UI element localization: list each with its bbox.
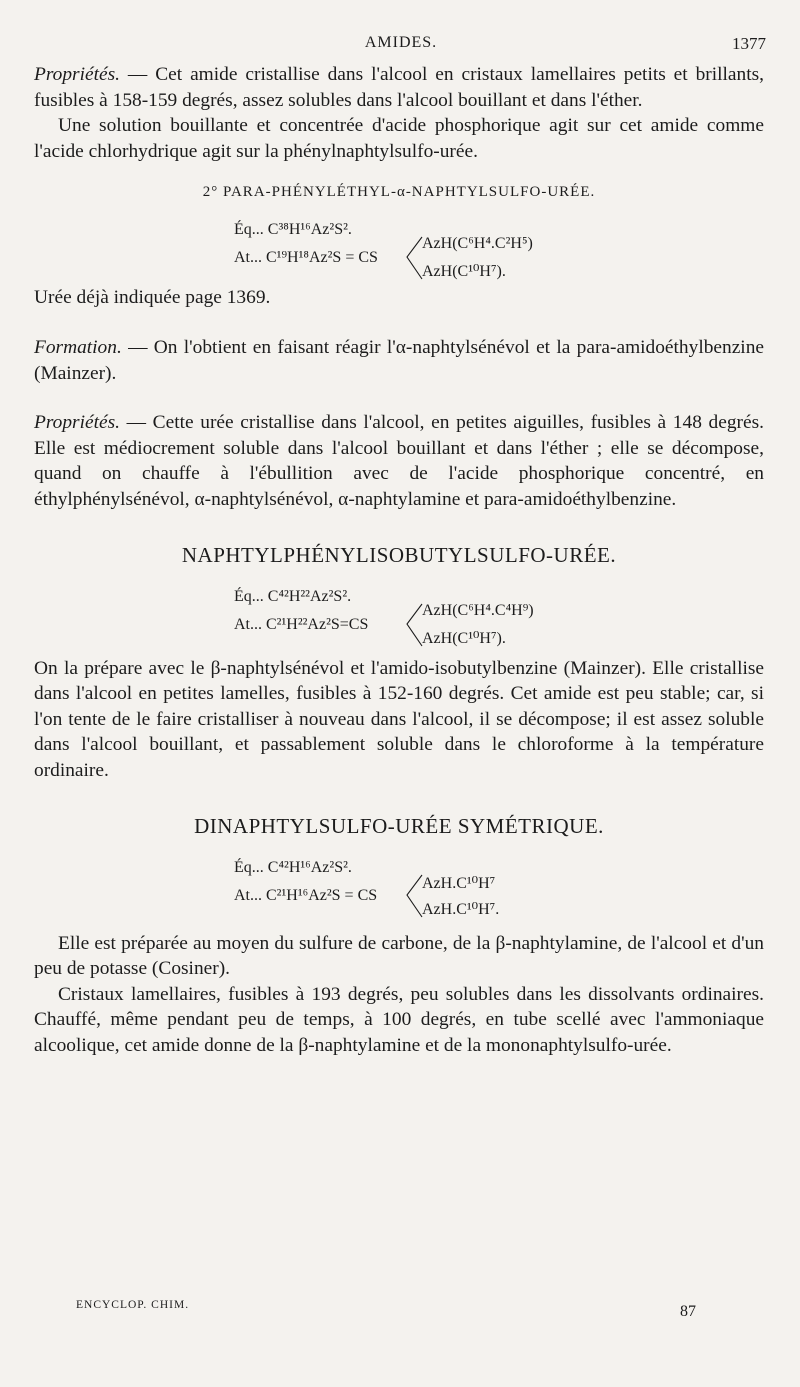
bond-bracket-icon <box>404 602 424 648</box>
paragraph-text: On la prépare avec le β-naphtylsénévol et l'amido-isobutylbenzine (Mainzer). Elle cristallise dans l'alcool en petites lamelles, fusibles à 152-160 degrés. Cet amide est peu stable; car, si l'on tente de le faire cristalliser à nouveau dans l'alcool, il se décompose; il est assez soluble dans l'alcool bouillant, et passablement soluble dans le chloroforme à la température ordinaire. <box>34 657 764 781</box>
formula-equivalent: Éq... C³⁸H¹⁶Az²S². <box>234 221 352 239</box>
lead-in: Propriétés. <box>34 64 120 85</box>
formula-substituent-top: AzH(C⁶H⁴.C²H⁵) <box>422 235 533 253</box>
paragraph-text: — On l'obtient en faisant réagir l'α-naphtylsénévol et la para-amidoéthylbenzine (Mainzer). <box>34 336 764 384</box>
formula-atomic: At... C²¹H¹⁶Az²S = CS <box>234 886 378 904</box>
paragraph-text: — Cet amide cristallise dans l'alcool en cristaux lamellaires petits et brillants, fusibles à 158-159 degrés, assez solubles dans l'alcool bouillant et dans l'éther. <box>34 64 764 111</box>
paragraph <box>34 113 764 164</box>
formula-substituent-bottom: AzH.C¹⁰H⁷. <box>422 900 500 918</box>
page-body <box>34 62 764 1058</box>
formula-equivalent: Éq... C⁴²H¹⁶Az²S². <box>234 858 352 876</box>
bond-bracket-icon <box>404 873 424 919</box>
chemical-formula <box>34 839 764 917</box>
signature-mark: ENCYCLOP. CHIM. <box>76 1299 190 1311</box>
page-header <box>36 34 766 58</box>
formula-substituent-bottom: AzH(C¹⁰H⁷). <box>422 629 506 647</box>
section-title: NAPHTYLPHÉNYLISOBUTYLSULFO-URÉE. <box>181 542 617 567</box>
paragraph <box>34 335 764 386</box>
chemical-formula <box>34 568 764 646</box>
bond-bracket-icon <box>404 235 424 281</box>
formula-atomic: At... C¹⁹H¹⁸Az²S = CS <box>234 249 378 267</box>
paragraph-text: Elle est préparée au moyen du sulfure de carbone, de la β-naphtylamine, de l'alcool et d'un peu de potasse (Cosiner). <box>34 932 764 980</box>
lead-in: Propriétés. <box>34 412 120 434</box>
paragraph-text: Une solution bouillante et concentrée d'acide phosphorique agit sur cet amide comme l'acide chlorhydrique agit sur la phénylnaphtylsulfo-urée. <box>34 115 764 162</box>
subsection-title: 2° PARA-PHÉNYLÉTHYL-α-NAPHTYLSULFO-URÉE. <box>202 184 596 201</box>
formula-substituent-top: AzH.C¹⁰H⁷ <box>422 874 496 892</box>
paragraph-text: — Cette urée cristallise dans l'alcool, en petites aiguilles, fusibles à 148 degrés. Elle est médiocrement soluble dans l'alcool bouillant et dans l'éther ; elle se décompose, quand on chauffe à l'ébullition avec de l'acide phosphorique concentré, en éthylphénylsénévol, α-naphtylsénévol, α-naphtylamine et para-amidoéthylbenzine. <box>34 412 764 510</box>
paragraph <box>34 931 764 982</box>
lead-in: Formation. <box>34 336 122 358</box>
paragraph <box>34 62 764 113</box>
paragraph <box>34 285 764 311</box>
running-title: AMIDES. <box>364 34 438 51</box>
paragraph-text: Urée déjà indiquée page 1369. <box>34 287 271 309</box>
formula-substituent-top: AzH(C⁶H⁴.C⁴H⁹) <box>422 601 534 619</box>
formula-substituent-bottom: AzH(C¹⁰H⁷). <box>422 263 506 281</box>
formula-equivalent: Éq... C⁴²H²²Az²S². <box>234 587 352 605</box>
paragraph <box>34 410 764 512</box>
paragraph <box>34 982 764 1059</box>
chemical-formula <box>34 201 764 279</box>
sheet-number: 87 <box>680 1303 696 1320</box>
paragraph <box>34 656 764 784</box>
section-title: DINAPHTYLSULFO-URÉE SYMÉTRIQUE. <box>194 813 604 838</box>
formula-atomic: At... C²¹H²²Az²S=CS <box>234 615 369 633</box>
page-number: 1377 <box>732 34 766 53</box>
paragraph-text: Cristaux lamellaires, fusibles à 193 degrés, peu solubles dans les dissolvants ordinaires. Chauffé, même pendant peu de temps, à 100 degrés, en tube scellé avec l'ammoniaque alcoolique, cet amide donne de la β-naphtylamine et de la mononaphtylsulfo-urée. <box>34 983 764 1056</box>
page-footer <box>76 1297 696 1327</box>
